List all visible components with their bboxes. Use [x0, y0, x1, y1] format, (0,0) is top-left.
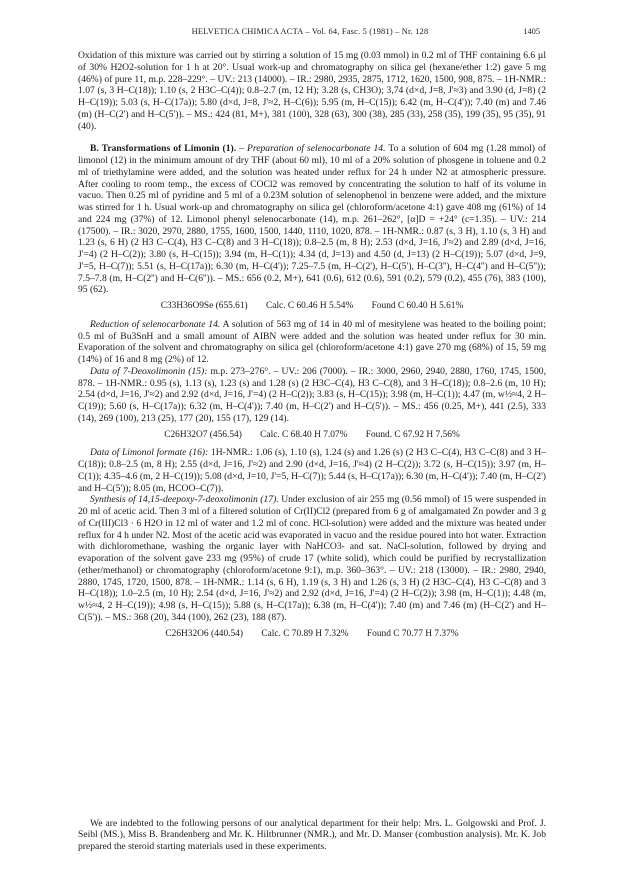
oxidation-paragraph: Oxidation of this mixture was carried out by stirring a solution of 15 mg (0.03 mmol) in 0.2 ml of THF containing 6.6 µl of 30% H2O2-solution for 1 h at 20°. Usual work-up and chromatography on silica gel (hexane/ether 1:2) gave 5 mg (46%) of pure 11, m.p. 228–229°. – UV.: 213 (14000). – IR.: 2980, 2935, 2875, 1712, 1620, 1500, 908, 875. – 1H-NMR.: 1.07 (s, 3 H–C(18)); 1.10 (s, 2 H3C–C(4)); 0.8–2.7 (m, 12 H); 3.28 (s, CH3O); 3,74 (d×d, J=8, J'≈3) and 3.90 (d, J=8) (2 H–C(19)); 5.03 (s, H–C(17a)); 5.80 (d×d, J=8, J'≈2, H–C(6)); 5.95 (m, H–C(15)); 6.42 (m, H–C(4')); 7.40 (m) and 7.46 (m) (H–C(2') and H–C(5')). – MS.: 424 (81, M+), 381 (100), 328 (63), 300 (38), 285 (33), 258 (35), 199 (35), 95 (35), 91 (40). [78, 50, 546, 132]
limonol-formate-paragraph [78, 447, 546, 494]
synthesis-paragraph [78, 494, 546, 623]
limonin-transformations-paragraph: B. Transformations of Limonin (1). – Preparation of selenocarbonate 14. To a solution of 604 mg (1.28 mmol) of limonol (12) in the minimum amount of dry THF (about 60 ml), 10 ml of a 20% solution of phosgene in toluene and 0.2 ml of triethylamine were added, and the solution was heated under reflux for 24 h under N2 at atmospheric pressure. After cooling to room temp., the excess of COCl2 was removed by concentrating the solution to half of its volume in vacuo. Then 0.25 ml of pyridine and 5 ml of a 0.23M solution of selenophenol in benzene were added, and the mixture was stirred for 1 h. Usual work-up and chromatography on silica gel (chloroform/acetone 4:1) gave 408 mg (61%) of 14 and 224 mg (37%) of 12. Limonol phenyl selenocarbonate (14), m.p. 261–262°, [α]D = +24° (c=1.35). – UV.: 214 (17500). – IR.: 3020, 2970, 2880, 1755, 1600, 1500, 1440, 1110, 1020, 878. – 1H-NMR.: 0.87 (s, 3 H), 1.10 (s, 3 H) and 1.23 (s, 6 H) (2 H3 C–C(4), H3 C–C(8) and 3 H–C(18)); 0.8–2.5 (m, 8 H); 2.53 (d×d, J=16, J'≈2) and 2.89 (d×d, J=16, J'=4) (2 H–C(2)); 3.80 (s, H–C(15)); 3.94 (m, H–C(1)); 4.34 (d, J=13) and 4.50 (d, J=13) (2 H–C(19)); 5.07 (d×d, J=9, J'=5, H–C(7)); 5.51 (s, H–C(17a)); 6.30 (m, H–C(4')); 7.25–7.5 (m, H–C(2'), H–C(5'), H–C(3''), H–C(4'') and H–C(5'')); 7.5–7.8 (m, H–C(2'') and H–C(6'')). – MS.: 656 (0.2, M+), 641 (0.6), 612 (0.6), 591 (0.2), 579 (0.2), 455 (76), 383 (100), 95 (62). [78, 143, 547, 296]
synthesis-text: Under exclusion of air 255 mg (0.56 mmol) of 15 were suspended in 20 ml of acetic acid. Then 3 ml of a filtered solution of Cr(II)Cl2 (prepared from 6 g of amalgamated Zn powder and 3 g of Cr(III)Cl3 · 6 H2O in 12 ml of water and 1.2 ml of conc. HCl-solution) were added and the mixture was heated under reflux for 4 h under N2. Most of the acetic acid was evaporated in vacuo and the residue poured into hot water. Extraction with dichloromethane, washing the organic layer with NaHCO3- and sat. NaCl-solution, followed by drying and evaporation of the solvent gave 233 mg (95%) of crude 17 (white solid), which could be purified by recrystallization (ether/methanol) or chromatography (chloroform/acetone 9:1), m.p. 360–363°. – UV.: 218 (13000). – IR.: 2980, 2940, 2880, 1745, 1720, 1500, 878. – 1H-NMR.: 1.14 (s, 6 H), 1.19 (s, 3 H) and 1.26 (s, 3 H) (2 H3C–C(4), H3 C–C(8) and 3 H–C(18)); 1.0–2.5 (m, 10 H); 2.54 (d×d, J=16, J'≈2) and 2.92 (d×d, J=16, J'=4) (2 H–C(2)); 3.98 (m, H–C(1)); 4.48 (m, w½≈4, 2 H–C(19)); 4.98 (s, H–C(15)); 5.88 (s, H–C(17a)); 6.38 (m, H–C(4')); 7.40 (m) and 7.46 (m) (H–C(2') and H–C(5')). – MS.: 368 (20), 344 (100), 262 (23), 188 (87). [78, 494, 546, 623]
found-values: Found C 60.40 H 5.61% [371, 301, 464, 311]
found-values: Found C 70.77 H 7.37% [366, 628, 459, 639]
formula: C33H36O9Se (655.61) [160, 301, 248, 311]
page-number: 1405 [523, 27, 540, 36]
elemental-analysis-15 [78, 430, 546, 442]
elemental-analysis-17 [78, 629, 546, 641]
running-head: HELVETICA CHIMICA ACTA – Vol. 64, Fasc. 5 (1981) – Nr. 128 [191, 27, 429, 36]
selenocarbonate-procedure: To a solution of 604 mg (1.28 mmol) of limonol (12) in the minimum amount of dry THF (about 60 ml), 10 ml of a 20% solution of phosgene in toluene and 0.2 ml of triethylamine were added, and the solution was heated under reflux for 24 h under N2 at atmospheric pressure. After cooling to room temp., the excess of COCl2 was removed by concentrating the solution to half of its volume in vacuo. Then 0.25 ml of pyridine and 5 ml of a 0.23M solution of selenophenol in benzene were added, and the mixture was stirred for 1 h. Usual work-up and chromatography on silica gel (chloroform/acetone 4:1) gave 408 mg (61%) of 14 and 224 mg (37%) of 12. Limonol phenyl selenocarbonate (14), m.p. 261–262°, [α]D = +24° (c=1.35). – UV.: 214 (17500). – IR.: 3020, 2970, 2880, 1755, 1600, 1500, 1440, 1110, 1020, 878. – 1H-NMR.: 0.87 (s, 3 H), 1.10 (s, 3 H) and 1.23 (s, 6 H) (2 H3 C–C(4), H3 C–C(8) and 3 H–C(18)); 0.8–2.5 (m, 8 H); 2.53 (d×d, J=16, J'≈2) and 2.89 (d×d, J=16, J'=4) (2 H–C(2)); 3.80 (s, H–C(15)); 3.94 (m, H–C(1)); 4.34 (d, J=13) and 4.50 (d, J=13) (2 H–C(19)); 5.07 (d×d, J=9, J'=5, H–C(7)); 5.51 (s, H–C(17a)); 6.30 (m, H–C(4')); 7.25–7.5 (m, H–C(2'), H–C(5'), H–C(3''), H–C(4'') and H–C(5'')); 7.5–7.8 (m, H–C(2'') and H–C(6'')). – MS.: 656 (0.2, M+), 641 (0.6), 612 (0.6), 591 (0.2), 579 (0.2), 455 (76), 383 (100), 95 (62). [78, 143, 547, 296]
deoxolimonin-heading: Data of 7-Deoxolimonin (15): [90, 365, 208, 377]
calc-values: Calc. C 70.89 H 7.32% [261, 628, 349, 639]
section-heading: B. Transformations of Limonin (1). [90, 143, 237, 155]
calc-values: Calc. C 68.40 H 7.07% [260, 429, 348, 440]
deoxolimonin-paragraph [78, 366, 546, 425]
acknowledgement: We are indebted to the following persons of our analytical department for their help: Mrs. L. Golgowski and Prof. J. Seibl (MS.), Miss B. Brandenberg and Mr. K. Hiltbrunner (NMR.), and Mr. D. Manser (combustion analysis). Mr. K. Job prepared the steroid starting materials used in these experiments. [78, 817, 546, 853]
reduction-heading: Reduction of selenocarbonate 14. [90, 318, 221, 330]
calc-values: Calc. C 60.46 H 5.54% [266, 301, 354, 311]
limonol-formate-text: 1H-NMR.: 1.06 (s), 1.10 (s), 1.24 (s) and 1.26 (s) (2 H3 C–C(4), H3 C–C(8) and 3 H–C(18)); 0.8–2.5 (m, 8 H); 2.55 (d×d, J=16, J'≈2) and 2.90 (d×d, J=16, J'≈4) (2 H–C(2)); 3.72 (s, H–C(15)); 3.97 (m, H–C(1)); 4.35–4.6 (m, 2 H–C(19)); 5.08 (d×d, J=10, J'=5, H–C(7)); 5.44 (s, H–C(17a)); 6.30 (m, H–C(4')); 7.40 (m, H–C(2') and H–C(5')); 8.05 (m, HCOO–C(7)). [78, 447, 546, 494]
deoxolimonin-text: m.p. 273–276°. – UV.: 206 (7000). – IR.: 3000, 2960, 2940, 2880, 1760, 1745, 1500, 878. – 1H-NMR.: 0.95 (s), 1.13 (s), 1.23 (s) and 1.28 (s) (2 H3C–C(4), H3 C–C(8), and 3 H–C(18)); 0.8–2.6 (m, 10 H); 2.54 (d×d, J=16, J'≈2) and 2.92 (d×d, J=16, J'=4) (2 H–C(2)); 3.83 (s, H–C(15)); 3.98 (m, H–C(1)); 4.47 (m, w½≈4, 2 H–C(19)); 5.60 (s, H–C(17a)); 6.32 (m, H–C(4')); 7.40 (m, H–C(2') and H–C(5')). – MS.: 456 (0.25, M+), 441 (2.5), 333 (14), 269 (100), 213 (25), 177 (20), 155 (17), 129 (14). [78, 365, 546, 424]
reduction-paragraph [78, 319, 546, 366]
formula: C26H32O7 (456.54) [164, 429, 242, 440]
formula: C26H32O6 (440.54) [165, 628, 243, 639]
elemental-analysis-14 [78, 301, 546, 313]
limonol-formate-heading: Data of Limonol formate (16): [90, 447, 209, 459]
experimental-section [78, 50, 546, 646]
reduction-text: A solution of 563 mg of 14 in 40 ml of mesitylene was heated to the boiling point; 0.5 ml of Bu3SnH and a small amount of AIBN were added and the solution was heated under reflux for 30 min. Evaporation of the solvent and chromatography on silica gel (chloroform/acetone 4:1) gave 270 mg (68%) of 15, 59 mg (14%) of 16 and 8 mg (2%) of 12. [78, 318, 546, 365]
found-values: Found. C 67.92 H 7.56% [365, 429, 460, 440]
subsection-heading: Preparation of selenocarbonate 14. [246, 143, 386, 155]
synthesis-heading: Synthesis of 14,15-deepoxy-7-deoxolimonin (17). [90, 494, 279, 506]
